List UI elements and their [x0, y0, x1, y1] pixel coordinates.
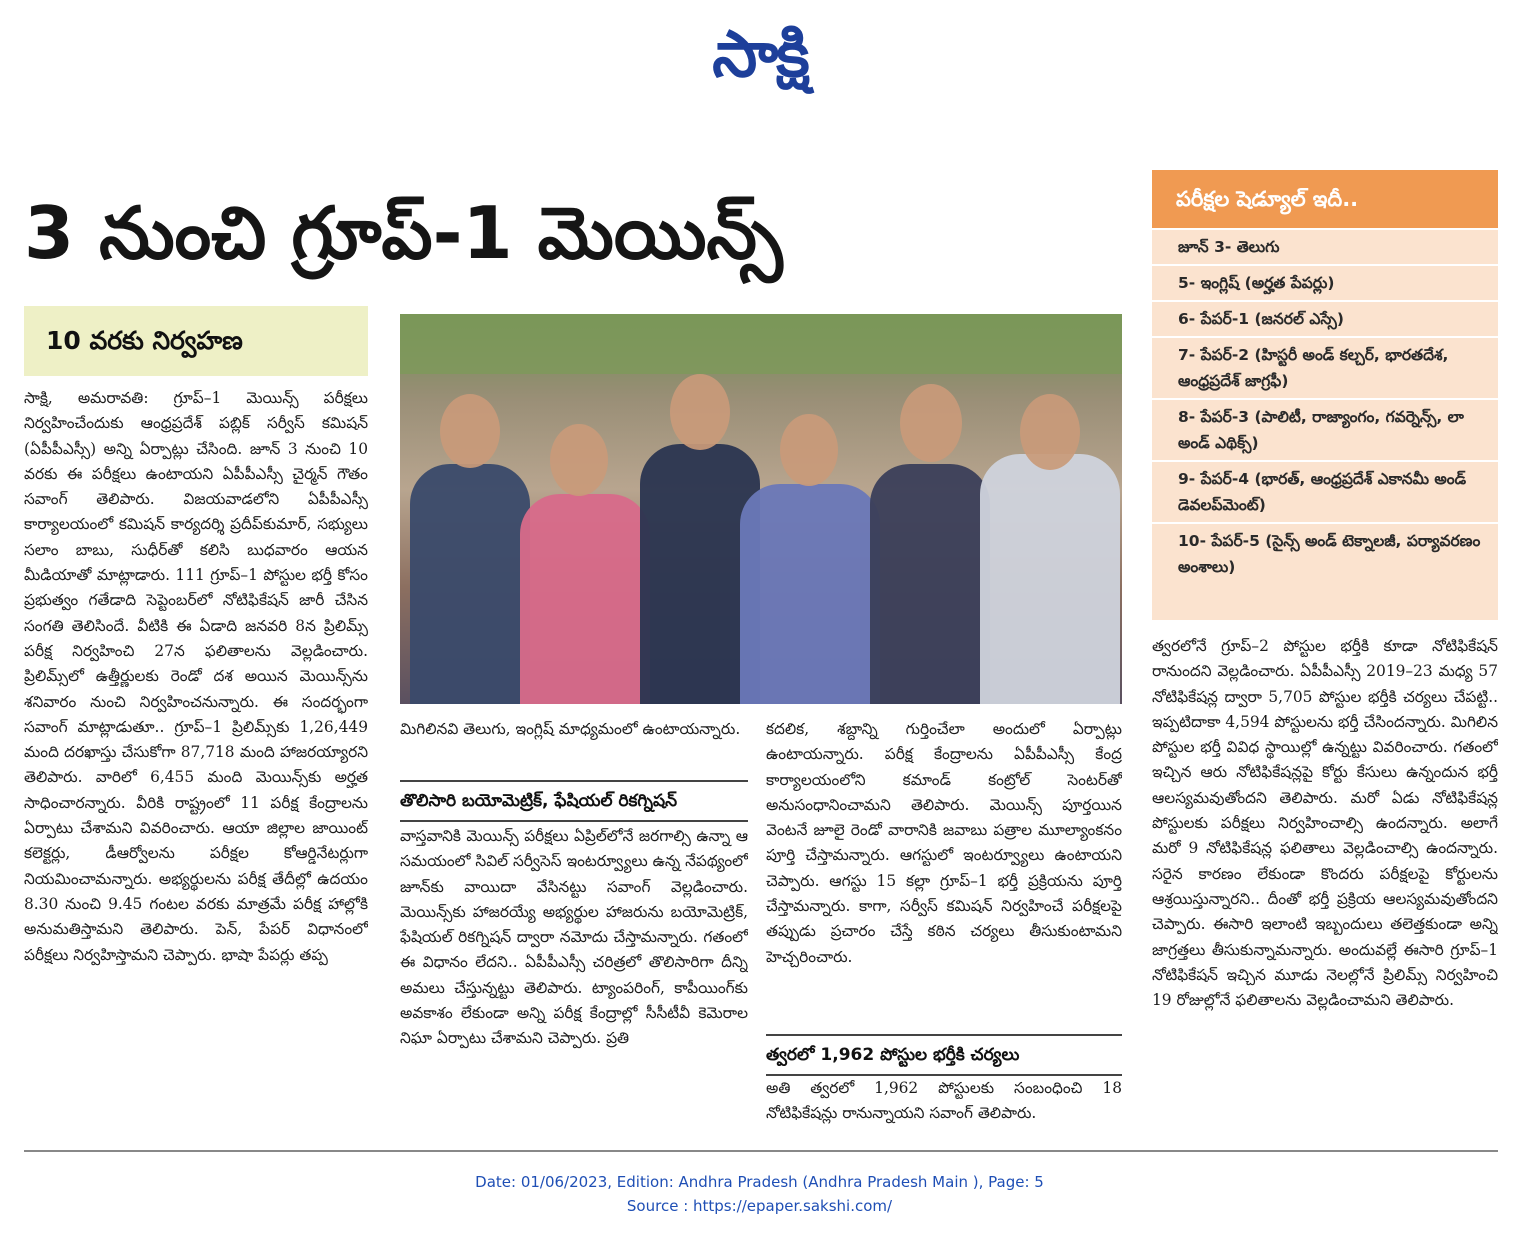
- article-column-2-top: [400, 717, 748, 769]
- masthead-text: సాక్షి: [712, 17, 808, 92]
- column-1-text: సాక్షి, అమరావతి: గ్రూప్‌–1 మెయిన్స్‌ పరీక్షలు నిర్వహించేందుకు ఆంధ్రప్రదేశ్‌ పబ్లిక్‌ సర్వీస్‌ కమిషన్‌ (ఏపీపీఎస్సీ) అన్ని ఏర్పాట్లు చేసింది. జూన్‌ 3 నుంచి 10 వరకు ఈ పరీక్షలు ఉంటాయని ఏపీపీఎస్సీ చైర్మన్‌ గౌతం సవాంగ్‌ తెలిపారు. విజయవాడలోని ఏపీపీఎస్సీ కార్యాలయంలో కమిషన్‌ కార్యదర్శి ప్రదీప్‌కుమార్‌, సభ్యులు సలాం బాబు, సుధీర్‌తో కలిసి బుధవారం ఆయన మీడియాతో మాట్లాడారు. 111 గ్రూప్‌–1 పోస్టుల భర్తీ కోసం ప్రభుత్వం గతేడాది సెప్టెంబర్‌లో నోటిఫికేషన్‌ జారీ చేసిన సంగతి తెలిసిందే. వీటికి ఈ ఏడాది జనవరి 8న ప్రిలిమ్స్‌ పరీక్ష నిర్వహించి 27న ఫలితాలను వెల్లడించారు. ప్రిలిమ్స్‌లో ఉత్తీర్ణులకు రెండో దశ అయిన మెయిన్స్‌ను శనివారం నుంచి నిర్వహించనున్నారు. ఈ సందర్భంగా సవాంగ్‌ మాట్లాడుతూ.. గ్రూప్‌–1 ప్రిలిమ్స్‌కు 1,26,449 మంది దరఖాస్తు చేసుకోగా 87,718 మంది హాజరయ్యారని తెలిపారు. వారిలో 6,455 మంది మెయిన్స్‌కు అర్హత సాధించారన్నారు. వీరికి రాష్ట్రంలో 11 పరీక్ష కేంద్రాలను ఏర్పాటు చేశామని వివరించారు. ఆయా జిల్లాల జాయింట్‌ కలెక్టర్లు, డీఆర్వోలను పరీక్షల కోఆర్డినేటర్లుగా నియమించామన్నారు. అభ్యర్థులను పరీక్ష తేదీల్లో ఉదయం 8.30 నుంచి 9.45 గంటల వరకు మాత్రమే పరీక్ష హాల్లోకి అనుమతిస్తామని తెలిపారు. పెన్‌, పేపర్‌ విధానంలో పరీక్షలు నిర్వహిస్తామని చెప్పారు. భాషా పేపర్లు తప్ప: [24, 389, 368, 964]
- column-4-text: త్వరలోనే గ్రూప్‌–2 పోస్టుల భర్తీకి కూడా నోటిఫికేషన్‌ రానుందని వెల్లడించారు. ఏపీపీఎస్సీ 2019–23 మధ్య 57 నోటిఫికేషన్ల ద్వారా 5,705 పోస్టుల భర్తీకి చర్యలు చేపట్టి.. ఇప్పటిదాకా 4,594 పోస్టులను భర్తీ చేసిందన్నారు. మిగిలిన పోస్టుల భర్తీ వివిధ స్థాయిల్లో ఉన్నట్టు వివరించారు. గతంలో ఇచ్చిన ఆరు నోటిఫికేషన్లపై కోర్టు కేసులు ఉన్నందున భర్తీ ఆలస్యమవుతోందని తెలిపారు. మరో ఏడు నోటిఫికేషన్ల పోస్టులకు పరీక్షలు నిర్వహించాల్సి ఉందన్నారు. అలాగే మరో 9 నోటిఫికేషన్ల ఫలితాలు వెల్లడించాల్సి ఉందన్నారు. సరైన కారణం లేకుండా కొందరు పరీక్షలపై కోర్టులను ఆశ్రయిస్తున్నారని.. దీంతో భర్తీ ప్రక్రియ ఆలస్యమవుతోందని చెప్పారు. ఈసారి ఇలాంటి ఇబ్బందులు తలెత్తకుండా అన్ని జాగ్రత్తలు తీసుకున్నామన్నారు. అందువల్లే ఈసారి గ్రూప్‌–1 నోటిఫికేషన్‌ ఇచ్చిన మూడు నెలల్లోనే ప్రిలిమ్స్‌ నిర్వహించి 19 రోజుల్లోనే ఫలితాలను వెల్లడించామని తెలిపారు.: [1152, 637, 1498, 1010]
- masthead-logo: [640, 14, 880, 110]
- schedule-item: 7- పేపర్‌-2 (హిస్టరీ అండ్‌ కల్చర్‌, భారతదేశ, ఆంధ్రప్రదేశ్‌ జాగ్రఫీ): [1152, 336, 1498, 398]
- column-3-bottom-text: అతి త్వరలో 1,962 పోస్టులకు సంబంధించి 18 నోటిఫికేషన్లు రానున్నాయని సవాంగ్‌ తెలిపారు.: [766, 1079, 1122, 1123]
- column-2-bottom-text: వాస్తవానికి మెయిన్స్‌ పరీక్షలు ఏప్రిల్‌లోనే జరగాల్సి ఉన్నా ఆ సమయంలో సివిల్‌ సర్వీసెస్‌ ఇంటర్వ్యూలు ఉన్న నేపథ్యంలో జూన్‌కు వాయిదా వేసినట్టు సవాంగ్‌ వెల్లడించారు. మెయిన్స్‌కు హాజరయ్యే అభ్యర్థుల హాజరును బయోమెట్రిక్‌, ఫేషియల్‌ రికగ్నిషన్‌ ద్వారా నమోదు చేస్తామన్నారు. గతంలో ఈ విధానం లేదని.. ఏపీపీఎస్సీ చరిత్రలో తొలిసారిగా దీన్ని అమలు చేస్తున్నట్టు తెలిపారు. ట్యాంపరింగ్‌, కాపీయింగ్‌కు అవకాశం లేకుండా అన్ని పరీక్ష కేంద్రాల్లో సీసీటీవీ కెమెరాల నిఘా ఏర్పాటు చేశామని చెప్పారు. ప్రతి: [400, 827, 748, 1048]
- schedule-item: 9- పేపర్‌-4 (భారత్‌, ఆంధ్రప్రదేశ్‌ ఎకానమీ అండ్‌ డెవలప్‌మెంట్‌): [1152, 460, 1498, 522]
- footer-edition-info: Date: 01/06/2023, Edition: Andhra Pradesh (Andhra Pradesh Main ), Page: 5: [475, 1173, 1044, 1191]
- article-column-2-bottom: [400, 824, 748, 1142]
- article-column-3-bottom: [766, 1076, 1122, 1142]
- students-photo: [400, 314, 1122, 704]
- exam-schedule-box: [1152, 170, 1498, 620]
- schedule-item: జూన్‌ 3- తెలుగు: [1152, 228, 1498, 264]
- subheadline: 10 వరకు నిర్వహణ: [24, 306, 368, 376]
- article-column-3-top: [766, 717, 1122, 1027]
- column-2-top-text: మిగిలినవి తెలుగు, ఇంగ్లిష్‌ మాధ్యమంలో ఉంటాయన్నారు.: [400, 720, 741, 738]
- section-heading-biometric: తొలిసారి బయోమెట్రిక్‌, ఫేషియల్‌ రికగ్నిషన్‌: [400, 780, 748, 822]
- headline: 3 నుంచి గ్రూప్‌-1 మెయిన్స్‌: [24, 191, 783, 275]
- column-3-top-text: కదలిక, శబ్దాన్ని గుర్తించేలా అందులో ఏర్పాట్లు ఉంటాయన్నారు. పరీక్ష కేంద్రాలను ఏపీపీఎస్సీ కేంద్ర కార్యాలయంలోని కమాండ్‌ కంట్రోల్‌ సెంటర్‌తో అనుసంధానించామని తెలిపారు. మెయిన్స్‌ పూర్తయిన వెంటనే జూలై రెండో వారానికి జవాబు పత్రాల మూల్యాంకనం పూర్తి చేస్తామన్నారు. ఆగస్టులో ఇంటర్వ్యూలు ఉంటాయని చెప్పారు. ఆగస్టు 15 కల్లా గ్రూప్‌–1 భర్తీ ప్రక్రియను పూర్తి చేస్తామన్నారు. కాగా, సర్వీస్‌ కమిషన్‌ నిర్వహించే పరీక్షలపై తప్పుడు ప్రచారం చేస్తే కఠిన చర్యలు తీసుకుంటామని హెచ్చరించారు.: [766, 720, 1122, 966]
- footer: [0, 1170, 1519, 1218]
- footer-divider: [24, 1150, 1498, 1152]
- article-column-4: [1152, 634, 1498, 1134]
- schedule-item: 6- పేపర్‌-1 (జనరల్‌ ఎస్సే): [1152, 300, 1498, 336]
- schedule-item: 10- పేపర్‌-5 (సైన్స్‌ అండ్‌ టెక్నాలజీ, పర్యావరణం అంశాలు): [1152, 522, 1498, 584]
- schedule-item: 8- పేపర్‌-3 (పాలిటీ, రాజ్యాంగం, గవర్నెన్స్‌, లా అండ్‌ ఎథిక్స్‌): [1152, 398, 1498, 460]
- section-heading-posts: త్వరలో 1,962 పోస్టుల భర్తీకి చర్యలు: [766, 1034, 1122, 1076]
- article-column-1: [24, 386, 368, 1142]
- schedule-title: పరీక్షల షెడ్యూల్‌ ఇదీ..: [1152, 170, 1498, 228]
- schedule-item: 5- ఇంగ్లిష్‌ (అర్హత పేపర్లు): [1152, 264, 1498, 300]
- footer-source-link[interactable]: Source : https://epaper.sakshi.com/: [626, 1197, 893, 1215]
